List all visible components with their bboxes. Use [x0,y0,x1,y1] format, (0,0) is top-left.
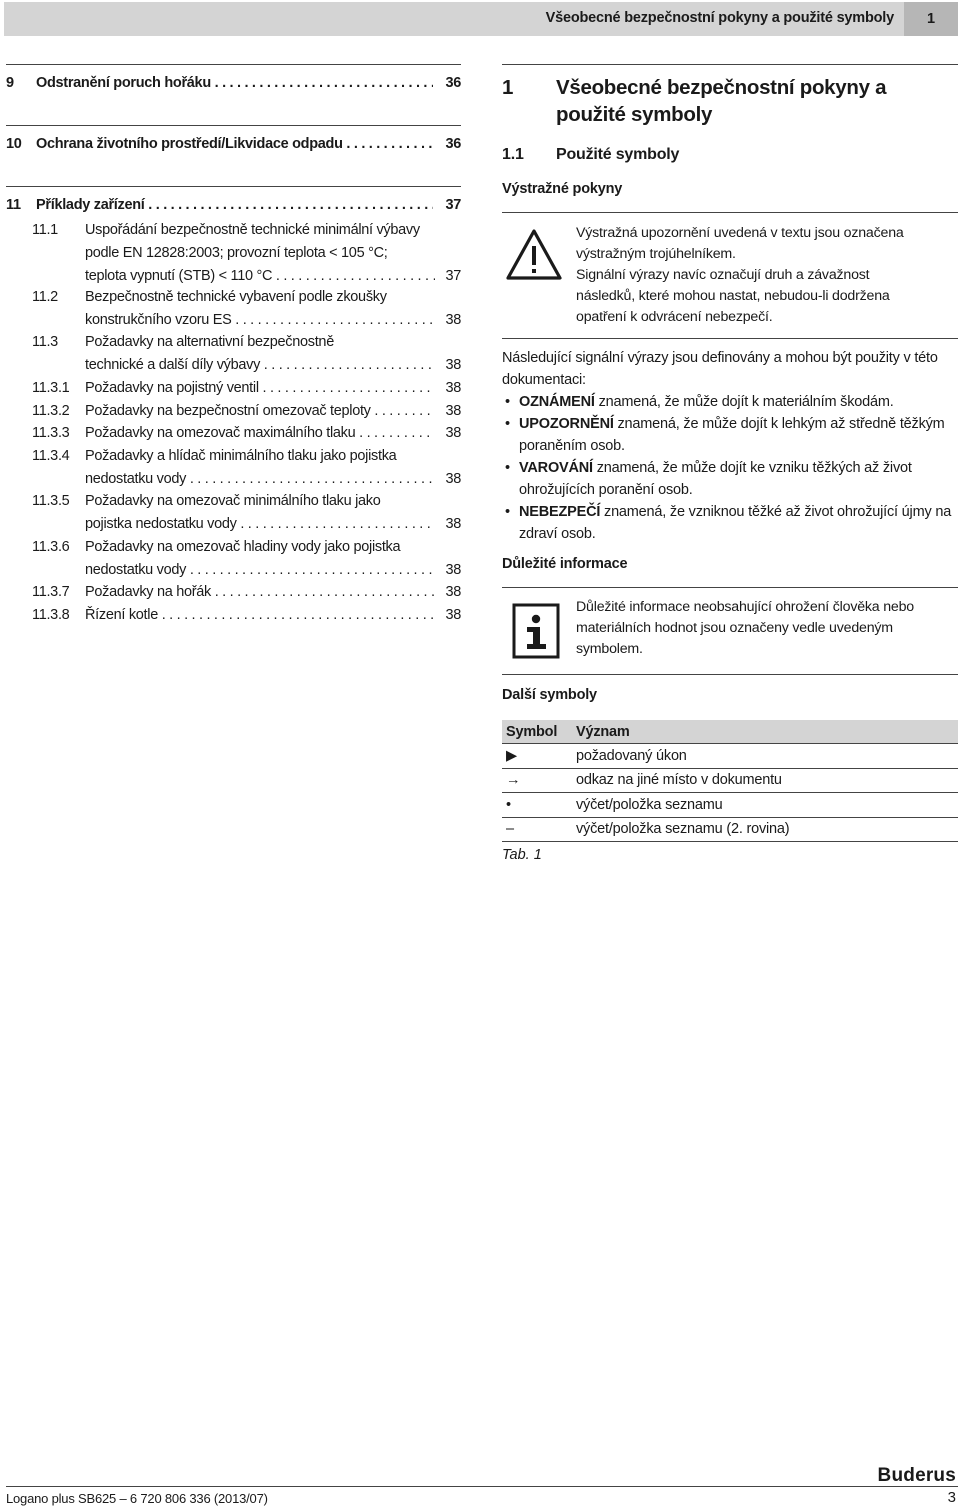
toc-entry-11-3-7[interactable]: 11.3.7 Požadavky na hořák . . . 38 [32,581,461,604]
bullet-icon: • [502,793,572,818]
toc-entry-11-3-3[interactable]: 11.3.3 Požadavky na omezovač maximálního tlaku . . . 38 [32,422,461,445]
toc-entry-9[interactable]: 9 Odstranění poruch hořáku . . . 36 [6,75,461,97]
toc-entry-11-3-2[interactable]: 11.3.2 Požadavky na bezpečnostní omezovač teploty . . . 38 [32,400,461,423]
warning-box-text: Výstražná upozornění uvedená v textu jsou označena výstražným trojúhelníkem. Signální výrazy navíc označují druh a závažnost následků, které mohou nastat, nebudou-li dodržena opatření k odvrácení nebezpečí. [576,225,904,325]
brand-logo: Buderus [877,1465,956,1486]
warning-triangle-icon [505,228,563,282]
toc-entry-11-2[interactable]: 11.2 Bezpečnostně technické vybavení podle zkoušky konstrukčního vzoru ES . . . 38 [32,286,461,332]
section-divider [502,64,958,65]
info-heading: Důležité informace [502,556,628,572]
signal-words-intro: Následující signální výrazy jsou definovány a mohou být použity v této dokumentaci: [502,350,938,388]
info-box-text: Důležité informace neobsahující ohrožení člověka nebo materiálních hodnot jsou označeny vedle uvedeným symbolem. [576,599,914,657]
list-item: • NEBEZPEČÍ znamená, že vzniknou těžké až život ohrožující újmy na zdraví osob. [505,504,952,542]
dash-icon: – [502,817,572,842]
toc-entry-11-3-1[interactable]: 11.3.1 Požadavky na pojistný ventil . . . 38 [32,377,461,400]
toc-divider [6,125,461,126]
table-header-row [502,720,958,744]
info-icon [512,603,560,659]
list-item: • OZNÁMENÍ znamená, že může dojít k materiálním škodám. [505,394,894,410]
header-title: Všeobecné bezpečnostní pokyny a použité symboly [545,10,894,26]
reference-arrow-icon: → [502,768,572,793]
warning-box [502,212,958,339]
table-row: → odkaz na jiné místo v dokumentu [502,768,958,793]
table-row: • výčet/položka seznamu [502,793,958,818]
section-title: 1 Všeobecné bezpečnostní pokyny a použité symboly [502,76,887,126]
table-row: – výčet/položka seznamu (2. rovina) [502,817,958,842]
warnings-heading: Výstražné pokyny [502,181,623,197]
footer-document-id: Logano plus SB625 – 6 720 806 336 (2013/07) [6,1491,268,1506]
toc-divider [6,64,461,65]
list-item: • UPOZORNĚNÍ znamená, že může dojít k lehkým až středně těžkým poraněním osob. [505,416,945,454]
toc-entry-11[interactable]: 11 Příklady zařízení . . . 37 [6,197,461,219]
toc-entry-11-3-5[interactable]: 11.3.5 Požadavky na omezovač minimálního tlaku jako pojistka nedostatku vody . . . 38 [32,490,461,536]
info-box [502,587,958,675]
page-number: 3 [947,1489,956,1506]
column-header: Význam [572,720,958,744]
toc-entry-11-3[interactable]: 11.3 Požadavky na alternativní bezpečnostně technické a další díly výbavy . . . 38 [32,331,461,377]
column-header: Symbol [502,720,572,744]
running-header [4,2,958,36]
toc-entry-11-3-4[interactable]: 11.3.4 Požadavky a hlídač minimálního tlaku jako pojistka nedostatku vody . . . 38 [32,445,461,491]
header-chapter-number: 1 [904,2,958,36]
subsection-title: 1.1 Použité symboly [502,146,680,163]
list-item: • VAROVÁNÍ znamená, že může dojít ke vzniku těžkých až život ohrožujících poranění osob. [505,460,912,498]
symbols-table [502,720,958,842]
other-symbols-heading: Další symboly [502,687,597,703]
table-caption: Tab. 1 [502,847,542,863]
toc-entry-10[interactable]: 10 Ochrana životního prostředí/Likvidace odpadu . . . 36 [6,136,461,158]
action-arrow-icon: ▶ [502,744,572,769]
toc-divider [6,186,461,187]
table-row: ▶ požadovaný úkon [502,744,958,769]
toc-entry-11-3-6[interactable]: 11.3.6 Požadavky na omezovač hladiny vody jako pojistka nedostatku vody . . . 38 [32,536,461,582]
footer-divider [6,1486,958,1487]
toc-entry-11-3-8[interactable]: 11.3.8 Řízení kotle . . . 38 [32,604,461,627]
toc-entry-11-1[interactable]: 11.1 Uspořádání bezpečnostně technické minimální výbavy podle EN 12828:2003; provozní teplota < 105 °C; teplota vypnutí (STB) < 110 °C . . . 37 [32,219,461,287]
